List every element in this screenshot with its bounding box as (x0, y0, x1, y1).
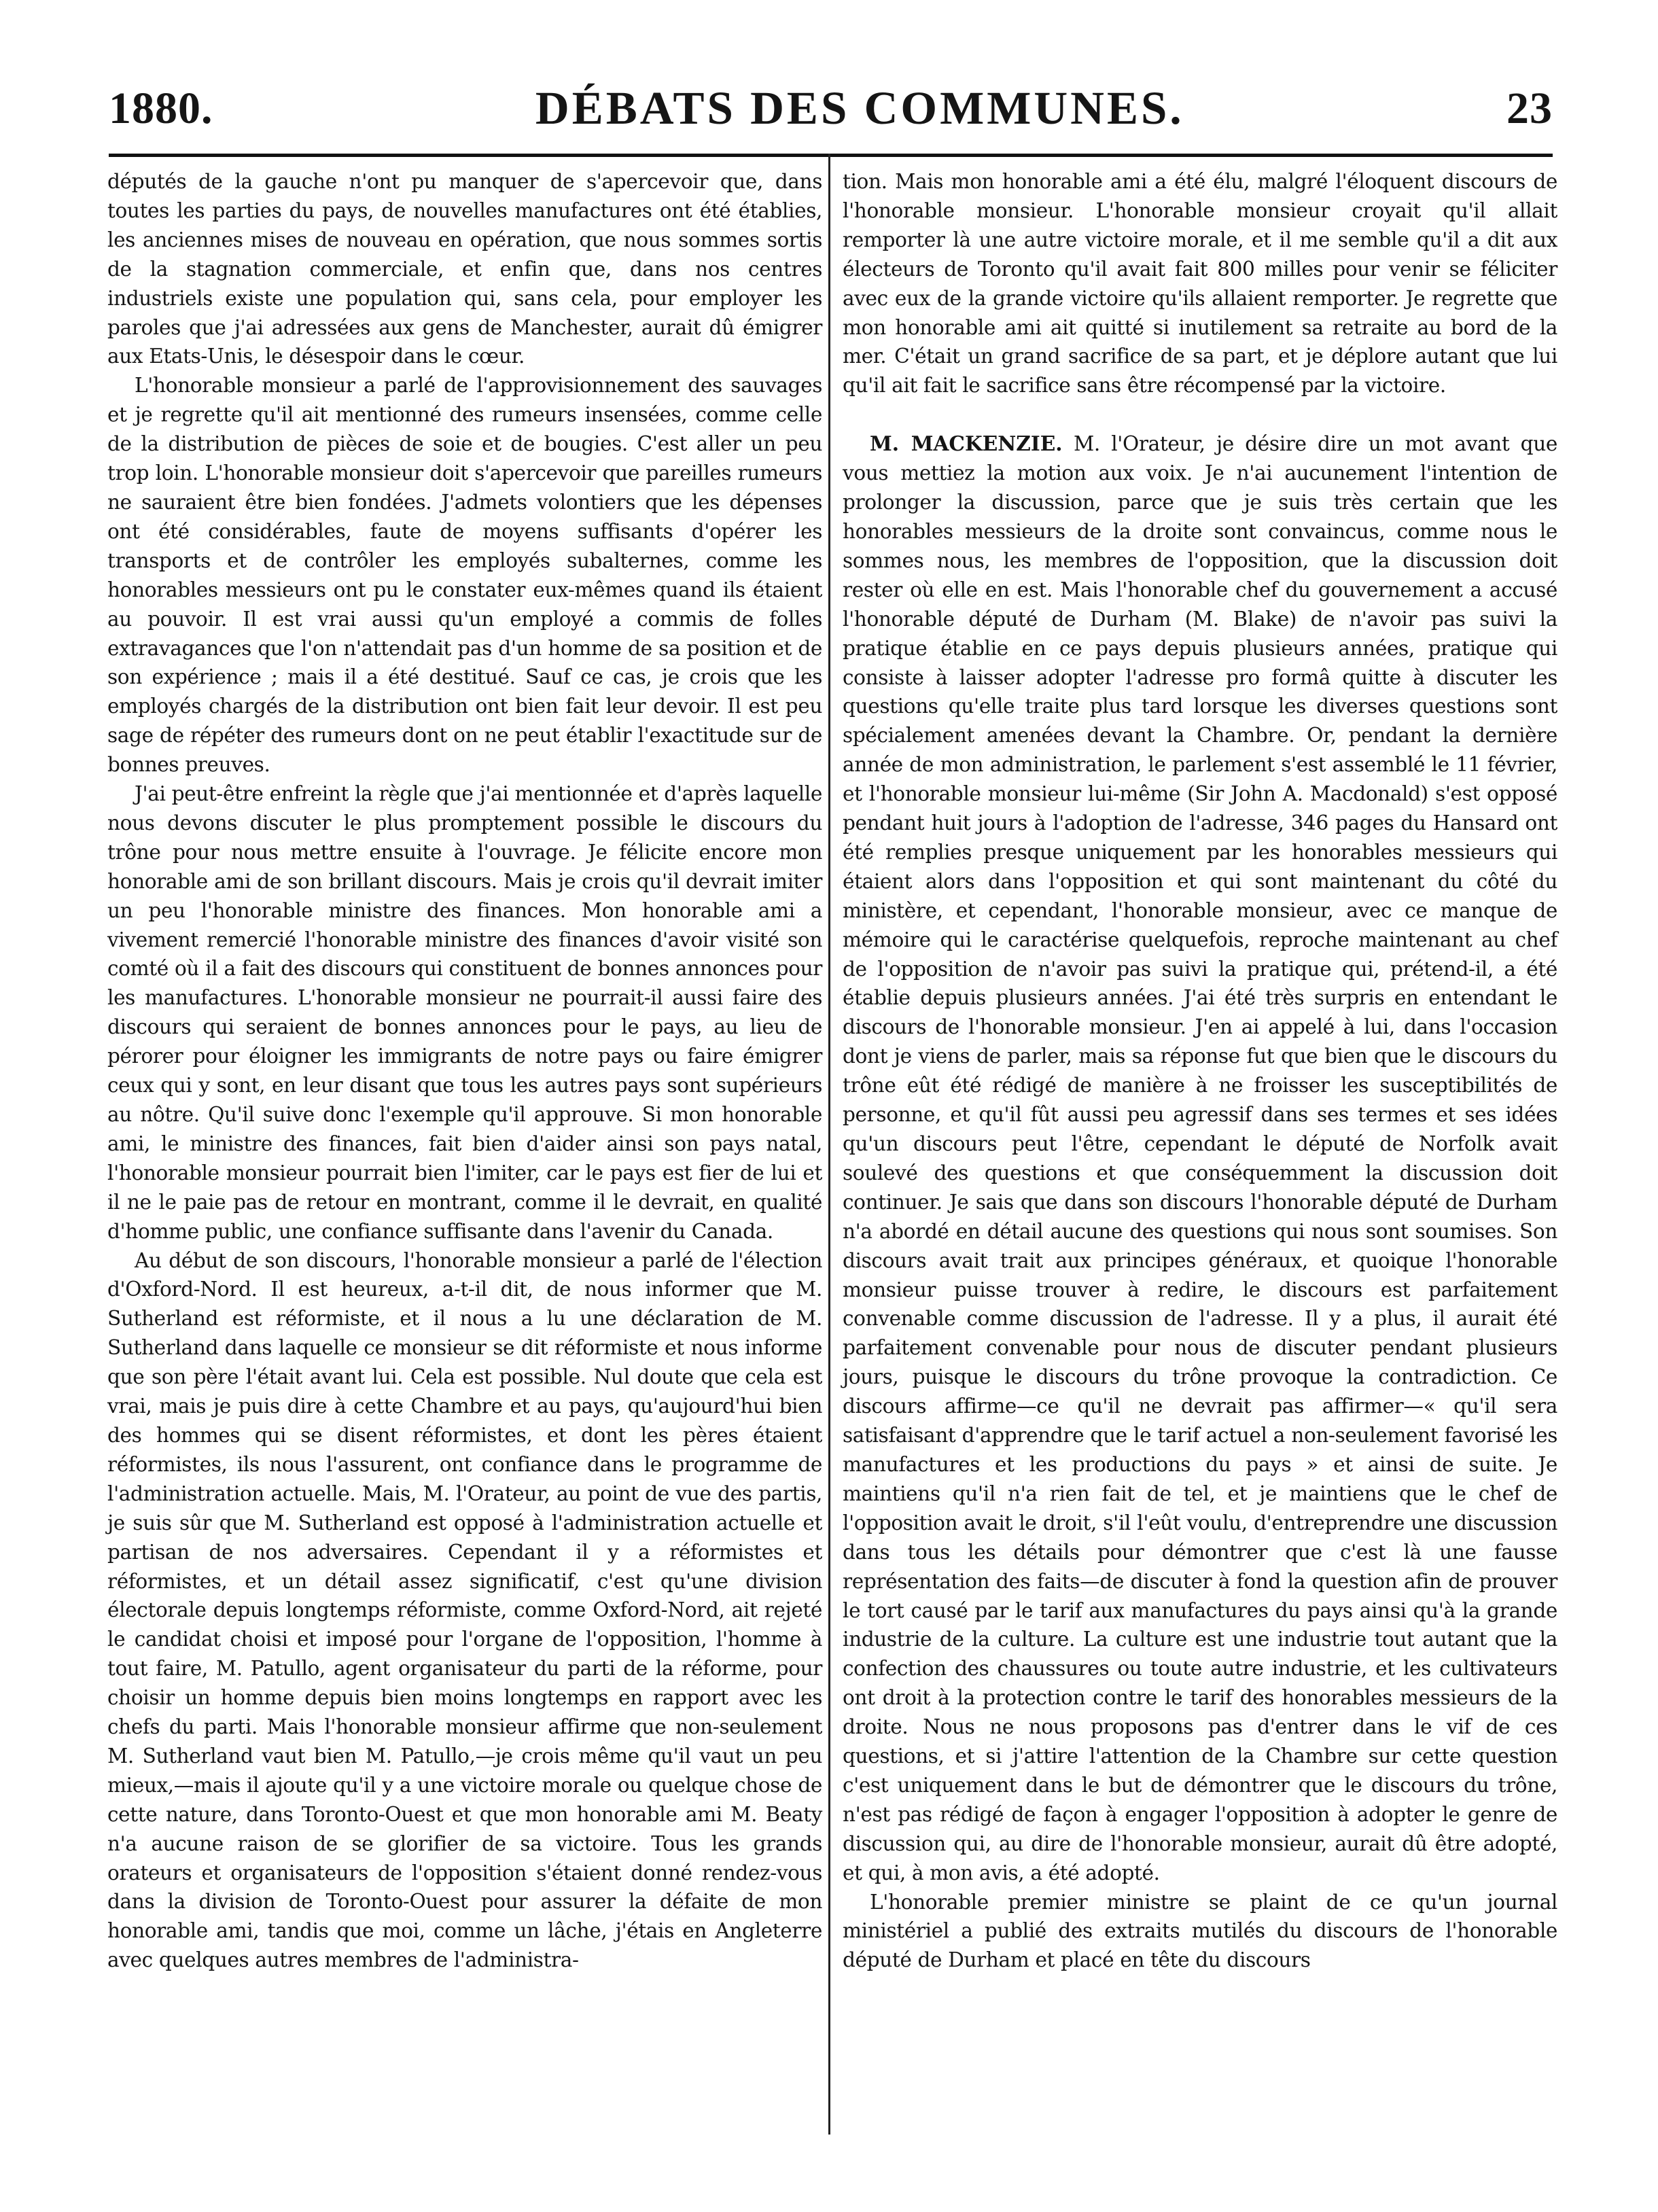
left-paragraph-1: députés de la gauche n'ont pu manquer de s'apercevoir que, dans toutes les parties du pays, de nouvelles manufactures ont été établies, les anciennes mises de nouveau en opération, que nous sommes sortis de la stagnation commerciale, et enfin que, dans nos centres industriels existe une population qui, sans cela, pour employer les paroles que j'ai adressées aux gens de Manchester, aurait dû émigrer aux Etats-Unis, le désespoir dans le cœur. (107, 170, 822, 368)
header-title: DÉBATS DES COMMUNES. (535, 82, 1184, 134)
page-header (109, 76, 1553, 141)
column-divider (828, 154, 830, 2135)
header-page-number: 23 (1506, 83, 1553, 133)
speech-mackenzie (843, 429, 1557, 1887)
right-column (843, 167, 1557, 1975)
header-rule (109, 154, 1553, 157)
right-paragraph-3: L'honorable premier ministre se plaint de ce qu'un journal ministériel a publié des extraits mutilés du discours de l'honorable député de Durham et placé en tête du discours (843, 1890, 1557, 1972)
left-paragraph-3: J'ai peut-être enfreint la règle que j'ai mentionnée et d'après laquelle nous devons discuter le plus promptement possible le discours du trône pour nous mettre ensuite à l'ouvrage. Je félicite encore mon honorable ami de son brillant discours. Mais je crois qu'il devrait imiter un peu l'honorable ministre des finances. Mon honorable ami a vivement remercié l'honorable ministre des finances d'avoir visité son comté où il a fait des discours qui constituent de bonnes annonces pour les manufactures. L'honorable monsieur ne pourrait-il aussi faire des discours qui seraient de bonnes annonces pour le pays, au lieu de pérorer pour éloigner les immigrants de notre pays ou faire émigrer ceux qui y sont, en leur disant que tous les autres pays sont supérieurs au nôtre. Qu'il suive donc l'exemple qu'il approuve. Si mon honorable ami, le ministre des finances, fait bien d'aider ainsi son pays natal, l'honorable monsieur pourrait bien l'imiter, car le pays est fier de lui et il ne le paie pas de retour en montrant, comme il le devrait, en qualité d'homme public, une confiance suffisante dans l'avenir du Canada. (107, 782, 822, 1243)
left-column (107, 167, 822, 1975)
right-paragraph-2: M. l'Orateur, je désire dire un mot avant que vous mettiez la motion aux voix. Je n'ai aucunement l'intention de prolonger la discussion, parce que je suis très certain que les honorables messieurs de la droite sont convaincus, comme nous le sommes nous, les membres de l'opposition, que la discussion doit rester où elle en est. Mais l'honorable chef du gouvernement a accusé l'honorable député de Durham (M. Blake) de n'avoir pas suivi la pratique établie en ce pays depuis plusieurs années, pratique qui consiste à laisser adopter l'adresse pro formâ quitte à discuter les questions qu'elle traite plus tard lorsque les diverses questions sont spécialement amenées devant la Chambre. Or, pendant la dernière année de mon administration, le parlement s'est assemblé le 11 février, et l'honorable monsieur lui-même (Sir John A. Macdonald) s'est opposé pendant huit jours à l'adoption de l'adresse, 346 pages du Hansard ont été remplies presque uniquement par les honorables messieurs qui étaient alors dans l'opposition et qui sont maintenant du côté du ministère, et cependant, l'honorable monsieur, avec ce manque de mémoire qui le caractérise quelquefois, reproche maintenant au chef de l'opposition de n'avoir pas suivi la pratique qui, prétend-il, a été établie depuis plusieurs années. J'ai été très surpris en entendant le discours de l'honorable monsieur. J'en ai appelé à lui, dans l'occasion dont je viens de parler, mais sa réponse fut que bien que le discours du trône eût été rédigé de manière à ne froisser les susceptibilités de personne, et qu'il fût aussi peu agressif dans ses termes et ses idées qu'un discours peut l'être, cependant le député de Norfolk avait soulevé des questions et que conséquemment la discussion doit continuer. Je sais que dans son discours l'honorable député de Durham n'a abordé en détail aucune des questions qui nous sont soumises. Son discours avait trait aux principes généraux, et quoique l'honorable monsieur puisse trouver à redire, le discours est parfaitement convenable comme discussion de l'adresse. Il y a plus, il aurait été parfaitement convenable pour nous de discuter pendant plusieurs jours, puisque le discours du trône provoque la contradiction. Ce discours affirme—ce qu'il ne devrait pas affirmer—« qu'il sera satisfaisant d'apprendre que le tarif actuel a non-seulement favorisé les manufactures et les productions du pays » et ainsi de suite. Je maintiens qu'il n'a rien fait de tel, et je maintiens que le chef de l'opposition avait le droit, s'il l'eût voulu, d'entreprendre une discussion dans tous les détails pour démontrer que c'est là une fausse représentation des faits—de discuter à fond la question afin de prouver le tort causé par le tarif aux manufactures du pays ainsi qu'à la grande industrie de la culture. La culture est une industrie tout autant que la confection des chaussures ou toute autre industrie, et les cultivateurs ont droit à la protection contre le tarif des honorables messieurs de la droite. Nous ne nous proposons pas d'entrer dans le vif de ces questions, et si j'attire l'attention de la Chambre sur cette question c'est uniquement dans le but de démontrer que le discours du trône, n'est pas rédigé de façon à engager l'opposition à adopter le genre de discussion qui, au dire de l'honorable monsieur, aurait dû être adopté, et qui, à mon avis, a été adopté. (843, 432, 1557, 1884)
left-paragraph-2: L'honorable monsieur a parlé de l'approvisionnement des sauvages et je regrette qu'il ait mentionné des rumeurs insensées, comme celle de la distribution de pièces de soie et de bougies. C'est aller un peu trop loin. L'honorable monsieur doit s'apercevoir que pareilles rumeurs ne sauraient être bien fondées. J'admets volontiers que les dépenses ont été considérables, faute de moyens suffisants d'opérer les transports et de contrôler les employés subalternes, comme les honorables messieurs ont pu le constater eux-mêmes quand ils étaient au pouvoir. Il est vrai aussi qu'un employé a commis de folles extravagances que l'on n'attendait pas d'un homme de sa position et de son expérience ; mais il a été destitué. Sauf ce cas, je crois que les employés chargés de la distribution ont bien fait leur devoir. Il est peu sage de répéter des rumeurs dont on ne peut établir l'exactitude sur de bonnes preuves. (107, 374, 822, 777)
header-year: 1880. (109, 83, 213, 133)
speaker-name: M. MACKENZIE. (870, 432, 1063, 456)
left-paragraph-4: Au début de son discours, l'honorable monsieur a parlé de l'élection d'Oxford-Nord. Il est heureux, a-t-il dit, de nous informer que M. Sutherland est réformiste, et il nous a lu une déclaration de M. Sutherland dans laquelle ce monsieur se dit réformiste et nous informe que son père l'était avant lui. Cela est possible. Nul doute que cela est vrai, mais je puis dire à cette Chambre et au pays, qu'aujourd'hui bien des hommes qui se disent réformistes, et dont les pères étaient réformistes, ils nous l'assurent, ont confiance dans le programme de l'administration actuelle. Mais, M. l'Orateur, au point de vue des partis, je suis sûr que M. Sutherland est opposé à l'administration actuelle et partisan de nos adversaires. Cependant il y a réformistes et réformistes, et un détail assez significatif, c'est qu'une division électorale depuis longtemps réformiste, comme Oxford-Nord, ait rejeté le candidat choisi et imposé pour l'organe de l'opposition, l'homme à tout faire, M. Patullo, agent organisateur du parti de la réforme, pour choisir un homme depuis bien moins longtemps en rapport avec les chefs du parti. Mais l'honorable monsieur affirme que non-seulement M. Sutherland vaut bien M. Patullo,—je crois même qu'il vaut un peu mieux,—mais il ajoute qu'il y a une victoire morale ou quelque chose de cette nature, dans Toronto-Ouest et que mon honorable ami M. Beaty n'a aucune raison de se glorifier de sa victoire. Tous les grands orateurs et organisateurs de l'opposition s'étaient donné rendez-vous dans la division de Toronto-Ouest pour assurer la défaite de mon honorable ami, tandis que moi, comme un lâche, j'étais en Angleterre avec quelques autres membres de l'administra- (107, 1248, 822, 1972)
right-paragraph-1: tion. Mais mon honorable ami a été élu, malgré l'éloquent discours de l'honorable monsieur. L'honorable monsieur croyait qu'il allait remporter là une autre victoire morale, et il me semble qu'il a dit aux électeurs de Toronto qu'il avait fait 800 milles pour venir se féliciter avec eux de la grande victoire qu'ils allaient remporter. Je regrette que mon honorable ami ait quitté si inutilement sa retraite au bord de la mer. C'était un grand sacrifice de sa part, et je déplore autant que lui qu'il ait fait le sacrifice sans être récompensé par la victoire. (843, 170, 1557, 398)
